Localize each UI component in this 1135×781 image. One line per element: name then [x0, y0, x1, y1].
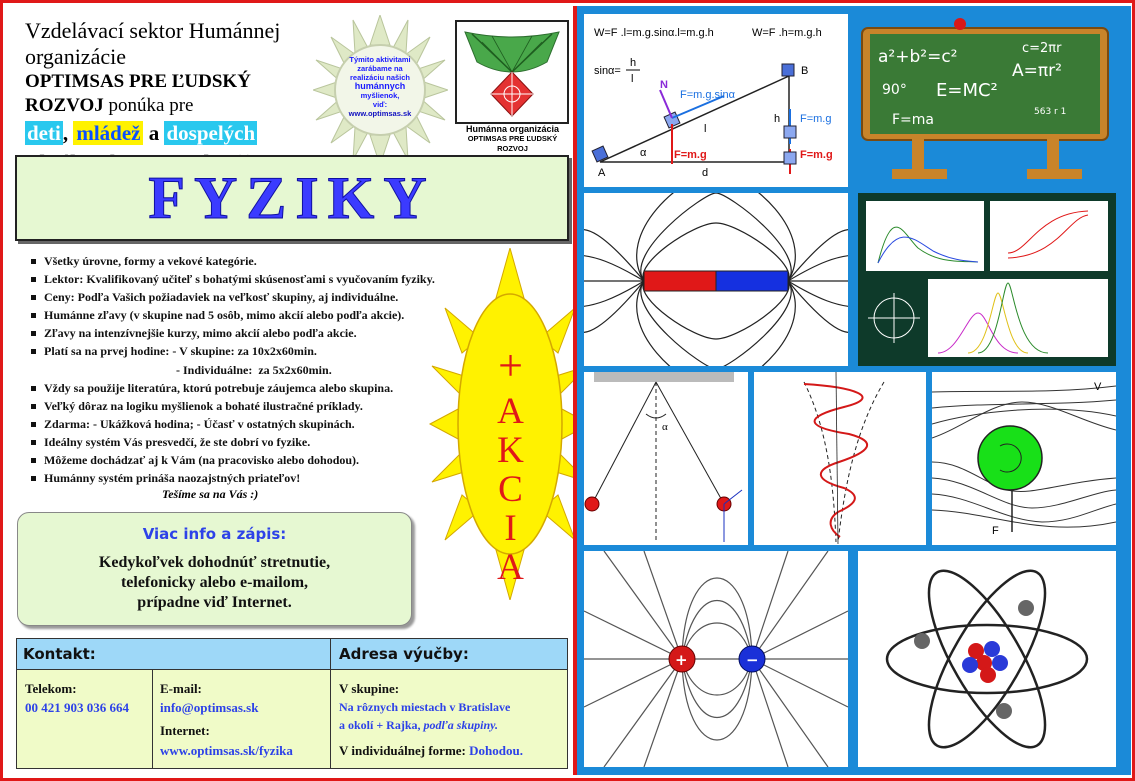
logo-caption-line2: OPTIMSAS PRE ĽUDSKÝ ROZVOJ — [467, 134, 558, 153]
divider — [330, 639, 331, 768]
normal-label: N — [660, 79, 668, 91]
pendulum-panel — [584, 372, 748, 545]
phone-number[interactable]: 00 421 903 036 664 — [25, 700, 129, 715]
info-line: telefonicky alebo e-mailom, — [120, 574, 309, 591]
dipole-panel — [584, 551, 848, 767]
title-banner — [15, 155, 569, 241]
audience-line — [25, 120, 325, 146]
akcia-letter: I — [504, 508, 517, 549]
list-item: Môžeme dochádzať aj k Vám (na pracovisko alebo dohodou). — [30, 451, 465, 469]
incline-formula1: W=F .l=m.g.sinα.l=m.g.h — [594, 27, 714, 39]
svg-text:−: − — [746, 651, 759, 669]
address-title: Adresa výučby: — [339, 645, 469, 663]
individual-label: V individuálnej forme: — [339, 743, 470, 758]
phone-label: Telekom: — [25, 681, 77, 696]
divider — [152, 669, 153, 768]
org-name: OPTIMSAS PRE ĽUDSKÝ ROZVOJ — [25, 71, 251, 116]
sun-link[interactable]: www.optimsas.sk — [348, 109, 412, 118]
audience-adults: dospelých — [166, 121, 256, 145]
blackboard-icon — [852, 14, 1118, 187]
alpha-label: α — [640, 147, 647, 159]
akcia-letter: A — [497, 391, 524, 432]
length-label: l — [704, 123, 707, 135]
velocity-label: V — [1094, 381, 1102, 393]
height-label: h — [774, 113, 781, 125]
force-vertical: F=m.g — [800, 113, 832, 125]
flow-panel — [932, 372, 1116, 545]
list-item: Zľavy na intenzívnejšie kurzy, mimo akcií alebo podľa akcie. — [30, 324, 465, 342]
list-item: Vždy sa použije literatúra, ktorú potrebuje záujemca alebo skupina. — [30, 379, 465, 397]
info-body — [18, 553, 411, 613]
force-label: F — [992, 525, 999, 537]
email-label: E-mail: — [160, 681, 202, 696]
list-item: - Individuálne: za 5x2x60min. — [44, 362, 332, 377]
formula-circumference: c=2πr — [1022, 41, 1062, 56]
logo-caption — [455, 124, 570, 154]
header-line2-rest: ponúka pre — [103, 95, 194, 116]
akcia-letter: C — [498, 469, 523, 510]
incline-plane-panel — [584, 14, 848, 187]
list-item: Ceny: Podľa Vašich požiadaviek na veľkosť skupiny, aj individuálne. — [30, 288, 465, 306]
svg-text:563 r 1: 563 r 1 — [1034, 107, 1067, 117]
group-label: V skupine: — [339, 681, 400, 696]
atom-icon — [858, 551, 1116, 767]
formula-angle: 90° — [882, 82, 907, 98]
sun-text-line: humánnych — [354, 81, 406, 91]
list-item: Veľký dôraz na logiku myšlienok a bohaté ilustračné príklady. — [30, 397, 465, 415]
logo-caption-line1: Humánna organizácia — [465, 124, 560, 134]
formula-pythagoras: a²+b²=c² — [878, 47, 958, 67]
audience-youth: mládež — [73, 121, 143, 145]
force-gravity1: F=m.g — [674, 149, 707, 161]
web-label: Internet: — [160, 723, 210, 738]
organization-logo-icon — [455, 20, 569, 124]
closing-text: Tešíme sa na Vás :) — [162, 487, 259, 501]
individual-value: Dohodou. — [469, 743, 523, 758]
group-text: Na rôznych miestach v Bratislave — [339, 700, 511, 714]
formula-area: A=πr² — [1012, 61, 1062, 81]
benefits-list — [30, 252, 465, 487]
group-text2 — [339, 718, 498, 733]
individual-row — [339, 743, 523, 759]
sun-text-line: viď: — [372, 100, 388, 109]
header-line2 — [25, 70, 325, 118]
magnet-field-icon — [584, 193, 848, 366]
sun-text-line: Týmito aktivitami — [349, 55, 411, 64]
contact-header-row — [17, 639, 567, 670]
banner-title: FYZIKY — [148, 165, 436, 231]
blackboard-panel — [852, 14, 1118, 187]
force-gravity2: F=m.g — [800, 149, 833, 161]
header-line1: Vzdelávací sektor Humánnej organizácie — [25, 18, 281, 69]
sin-label: sinα= — [594, 65, 621, 77]
svg-text:+: + — [675, 651, 688, 669]
sun-text-line: myšlienok, — [360, 91, 400, 100]
audience-conj: a — [148, 121, 160, 145]
oscillation-panel — [754, 372, 926, 545]
graphs-panel — [858, 193, 1116, 366]
info-box — [17, 512, 412, 626]
distance-label: d — [702, 167, 709, 179]
email-link[interactable]: info@optimsas.sk — [160, 700, 259, 715]
group-text2-b: podľa skupiny. — [423, 718, 498, 732]
pendulum-icon — [584, 372, 748, 545]
graphs-collage-icon — [858, 193, 1116, 366]
formula-energy: E=MC² — [936, 80, 998, 101]
atom-panel — [858, 551, 1116, 767]
pendulum-alpha: α — [662, 421, 668, 433]
list-item: Humánny systém prináša naozajstných priateľov! — [30, 469, 465, 487]
sin-num: h — [630, 57, 637, 69]
point-b: B — [801, 65, 809, 77]
akcia-plus: + — [498, 341, 523, 390]
contact-title: Kontakt: — [23, 645, 96, 663]
incline-diagram-icon — [584, 14, 848, 187]
info-line: prípadne viď Internet. — [137, 594, 292, 611]
magnet-panel — [584, 193, 848, 366]
sun-text-line: zarábame na — [357, 64, 403, 73]
contact-table — [16, 638, 568, 769]
sun-text-line: realizáciu našich — [349, 73, 411, 82]
akcia-letters — [488, 392, 533, 587]
info-line: Kedykoľvek dohodnúť stretnutie, — [98, 554, 331, 571]
list-item: Ideálny systém Vás presvedčí, že ste dobrí vo fyzike. — [30, 433, 465, 451]
formula-force: F=ma — [892, 112, 934, 128]
akcia-letter: A — [497, 547, 524, 588]
audience-sep: , — [62, 121, 69, 145]
sin-den: l — [631, 73, 634, 85]
incline-formula2: W=F .h=m.g.h — [752, 27, 822, 39]
akcia-letter: K — [497, 430, 524, 471]
list-item: Platí sa na prvej hodine: - V skupine: za 10x2x60min. — [30, 342, 465, 360]
list-item: Všetky úrovne, formy a vekové kategórie. — [30, 252, 465, 270]
web-link[interactable]: www.optimsas.sk/fyzika — [160, 743, 293, 758]
list-item: Zdarma: - Ukážková hodina; - Účasť v ostatných skupinách. — [30, 415, 465, 433]
group-text2-a: a okolí + Rajka, — [339, 718, 424, 732]
audience-kids: deti — [27, 121, 61, 145]
force-parallel: F=m.g.sinα — [680, 89, 735, 101]
list-item: Lektor: Kvalifikovaný učiteľ s bohatými skúsenosťami s vyučovaním fyziky. — [30, 270, 465, 288]
info-heading: Viac info a zápis: — [142, 525, 287, 543]
list-item: Humánne zľavy (v skupine nad 5 osôb, mimo akcií alebo podľa akcie). — [30, 306, 465, 324]
sun-text — [340, 55, 420, 118]
point-a: A — [598, 167, 606, 179]
flow-around-cylinder-icon — [932, 372, 1116, 545]
oscillation-wave-icon — [754, 372, 926, 545]
electric-dipole-icon — [584, 551, 848, 767]
